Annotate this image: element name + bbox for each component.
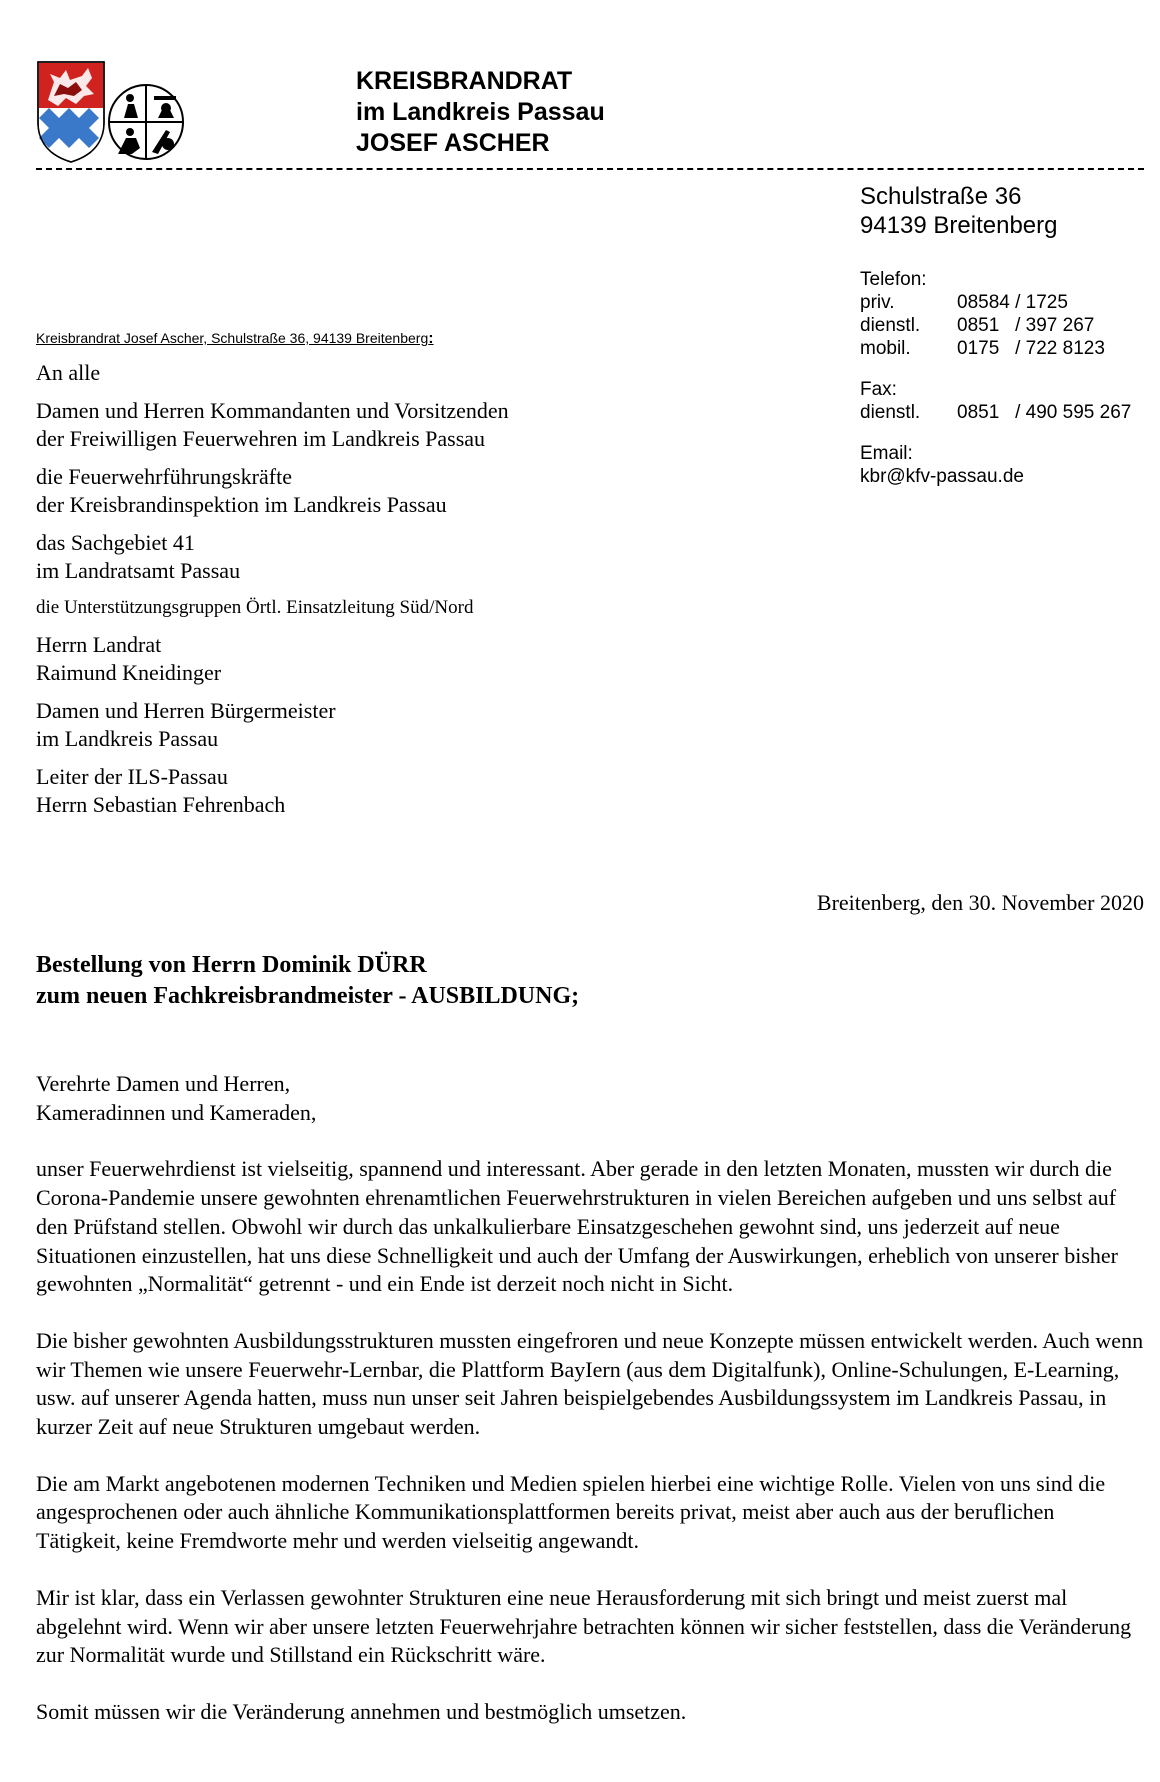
recipient-line: im Landratsamt Passau (36, 558, 241, 583)
recipient-line: Damen und Herren Kommandanten und Vorsitzenden (36, 398, 509, 423)
telefon-label: Telefon: (860, 269, 927, 290)
title-line-2: im Landkreis Passau (356, 98, 605, 126)
fax-label: Fax: (860, 379, 897, 400)
recipient-block (36, 463, 736, 519)
recipient-intro: An alle (36, 360, 101, 385)
letterhead-title (356, 66, 605, 159)
firefighter-emblem-icon (106, 82, 186, 162)
recipient-line: der Kreisbrandinspektion im Landkreis Passau (36, 492, 447, 517)
recipient-line: das Sachgebiet 41 (36, 530, 195, 555)
letter-date: Breitenberg, den 30. November 2020 (816, 890, 1144, 915)
recipient-list (36, 359, 736, 829)
recipient-line: die Unterstützungsgruppen Örtl. Einsatzleitung Süd/Nord (36, 597, 474, 618)
letterhead-logos (36, 60, 186, 164)
title-line-3: JOSEF ASCHER (356, 129, 550, 157)
recipient-line: im Landkreis Passau (36, 726, 219, 751)
body-paragraph-4: Mir ist klar, dass ein Verlassen gewohnter Strukturen eine neue Herausforderung mit sich bringt und meist zuerst mal abgelehnt wird. Wenn wir aber unsere letzten Feuerwehrjahre betrachten können wir sicher feststellen, dass die Veränderung zur Normalität wurde und Stillstand ein Rückschritt wäre. (36, 1584, 1132, 1668)
recipient-block (36, 697, 736, 753)
recipient-block (36, 763, 736, 819)
recipient-line: der Freiwilligen Feuerwehren im Landkreis Passau (36, 426, 486, 451)
recipient-line: Herrn Sebastian Fehrenbach (36, 792, 286, 817)
phone-label: mobil. (860, 338, 911, 359)
sender-return-line (36, 330, 434, 348)
sender-return-text: Kreisbrandrat Josef Ascher, Schulstraße 36, 94139 Breitenberg (36, 330, 429, 346)
recipient-line: Herrn Landrat (36, 632, 162, 657)
phone-value: 0851 / 397 267 (957, 315, 1095, 336)
salutation-line-1: Verehrte Damen und Herren, (36, 1071, 291, 1096)
fax-value: 0851 / 490 595 267 (957, 402, 1132, 423)
phone-value: 0175 / 722 8123 (957, 338, 1105, 359)
recipient-block (36, 529, 736, 585)
phone-row-mobil (860, 337, 1131, 360)
phone-row-priv (860, 291, 1131, 314)
letter-subject (36, 950, 579, 1012)
fax-row (860, 401, 1131, 424)
recipient-line: Damen und Herren Bürgermeister (36, 698, 336, 723)
subject-line-1: Bestellung von Herrn Dominik DÜRR (36, 952, 427, 978)
letter-body (36, 1070, 1144, 1755)
contact-block (860, 268, 1131, 488)
recipient-block (36, 397, 736, 453)
email-label: Email: (860, 443, 913, 464)
phone-value: 08584 / 1725 (957, 292, 1068, 313)
body-paragraph-3: Die am Markt angebotenen modernen Techniken und Medien spielen hierbei eine wichtige Rolle. Vielen von uns sind die angesprochenen oder auch ähnliche Kommunikationsplattformen bereits privat, meist aber auch aus der beruflichen Tätigkeit, keine Fremdworte mehr und werden vielseitig angewandt. (36, 1470, 1106, 1554)
body-paragraph-2: Die bisher gewohnten Ausbildungsstrukturen mussten eingefroren und neue Konzepte müssen entwickelt werden. Auch wenn wir Themen wie unsere Feuerwehr-Lernbar, die Plattform BayIern (aus dem Digitalfunk), Online-Schulungen, E-Learning, usw. auf unserer Agenda hatten, muss nun unser seit Jahren beispielgebendes Ausbildungssystem im Landkreis Passau, in kurzer Zeit auf neue Strukturen umgebaut werden. (36, 1327, 1144, 1440)
recipient-line: Leiter der ILS-Passau (36, 764, 228, 789)
fax-row-label: dienstl. (860, 402, 921, 423)
body-paragraph-5: Somit müssen wir die Veränderung annehmen und bestmöglich umsetzen. (36, 1698, 687, 1724)
salutation-line-2: Kameradinnen und Kameraden, (36, 1099, 317, 1125)
sender-address (860, 182, 1057, 240)
recipient-line: Raimund Kneidinger (36, 660, 222, 685)
header-divider (36, 168, 1144, 170)
address-city: 94139 Breitenberg (860, 212, 1058, 239)
phone-label: priv. (860, 292, 895, 313)
recipient-line: die Feuerwehrführungskräfte (36, 464, 292, 489)
address-street: Schulstraße 36 (860, 183, 1022, 210)
recipient-block (36, 631, 736, 687)
email-address[interactable]: kbr@kfv-passau.de (860, 466, 1024, 487)
phone-row-dienstl (860, 314, 1131, 337)
recipient-block (36, 595, 736, 621)
sender-return-colon: : (428, 330, 434, 347)
phone-label: dienstl. (860, 315, 921, 336)
body-paragraph-1: unser Feuerwehrdienst ist vielseitig, spannend und interessant. Aber gerade in den letzten Monaten, mussten wir durch die Corona-Pandemie unsere gewohnten ehrenamtlichen Feuerwehrstrukturen in vielen Bereichen aufgeben und uns selbst auf den Prüfstand stellen. Obwohl wir durch das unkalkulierbare Einsatzgeschehen gewohnt sind, uns jederzeit auf neue Situationen einzustellen, hat uns diese Schnelligkeit und auch der Umfang der Auswirkungen, erheblich von unserer bisher gewohnten „Normalität“ getrennt - und ein Ende ist derzeit noch nicht in Sicht. (36, 1156, 1118, 1297)
subject-line-2: zum neuen Fachkreisbrandmeister - AUSBILDUNG; (36, 983, 580, 1009)
salutation (36, 1070, 1144, 1127)
title-line-1: KREISBRANDRAT (356, 67, 573, 95)
